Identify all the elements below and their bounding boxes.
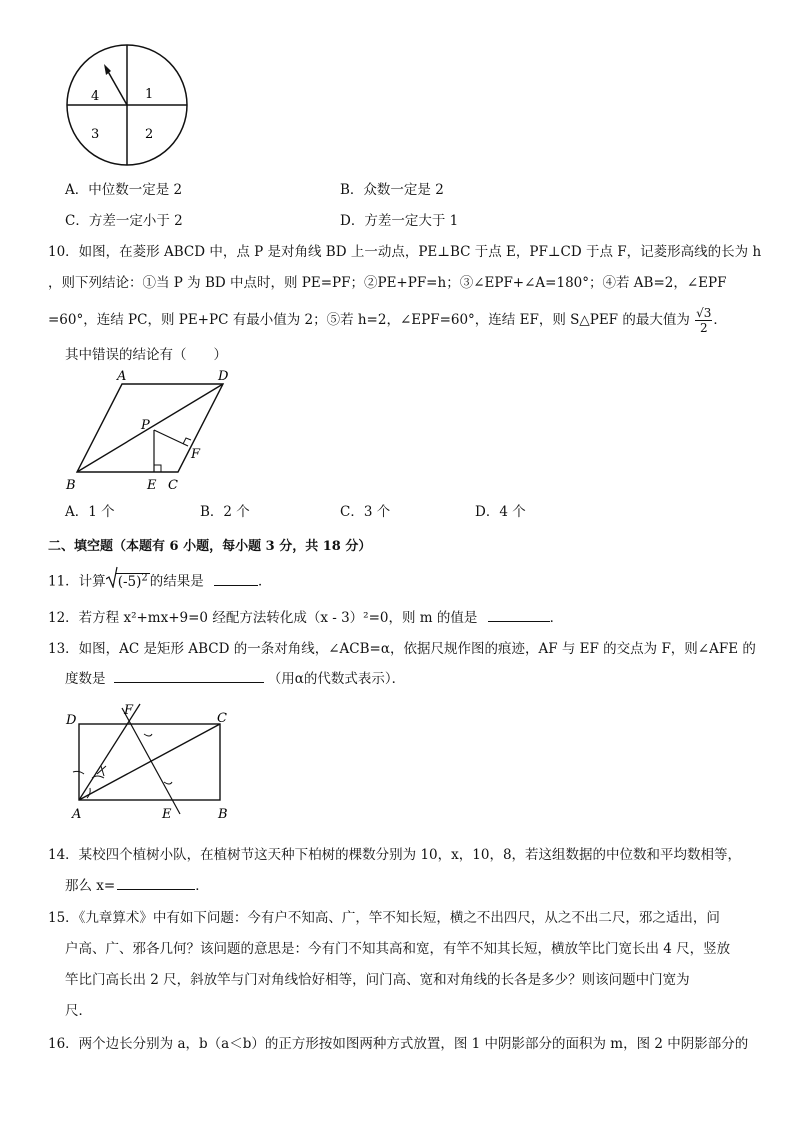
q10-text-line3 — [48, 306, 727, 335]
q15-text-line2: 户高、广、邪各几何？该问题的意思是：今有门不知其高和宽，有竿不知其长短，横放竿比门宽长出 4 尺，竖放 — [65, 941, 731, 957]
q10-option-b[interactable]: B．2 个 — [200, 504, 250, 520]
q10-text-line2: ，则下列结论：①当 P 为 BD 中点时，则 PE=PF；②PE+PF=h；③∠EPF+∠A=180°；④若 AB=2，∠EPF — [48, 275, 727, 291]
q12-text — [48, 609, 563, 627]
label-a: A — [72, 807, 82, 822]
q12-end: ． — [549, 610, 564, 626]
arc-mark-angle — [87, 788, 90, 798]
q10-option-d[interactable]: D．4 个 — [475, 504, 526, 520]
label-a: A — [117, 369, 127, 384]
sector-label-2: 2 — [145, 127, 154, 142]
radical-sign-icon — [106, 566, 118, 588]
q11-suffix: 的结果是 — [149, 573, 204, 590]
label-p: P — [141, 418, 150, 433]
label-f: F — [191, 447, 201, 462]
spinner-figure — [60, 35, 195, 175]
label-e: E — [147, 478, 157, 493]
q9-option-a[interactable]: A．中位数一定是 2 — [65, 182, 183, 198]
rhombus-figure — [60, 368, 240, 496]
q10-fraction-denominator: 2 — [699, 321, 708, 335]
q11-exponent: 2 — [141, 572, 148, 583]
q10-line3-text: =60°，连结 PC，则 PE+PC 有最小值为 2；⑤若 h=2，∠EPF=60°，连结 EF，则 S△PEF 的最大值为 — [48, 312, 690, 328]
q11-radicand: (-5) — [117, 573, 142, 590]
q12-body: 12．若方程 x²+mx+9=0 经配方法转化成（x - 3）²=0，则 m 的值是 — [48, 610, 478, 626]
q14-answer-blank[interactable] — [117, 877, 195, 890]
q13-line2-prefix: 度数是 — [65, 671, 106, 687]
arc-cross-mark — [97, 766, 106, 776]
q13-text-line1: 13．如图，AC 是矩形 ABCD 的一条对角线，∠ACB=α，依据尺规作图的痕迹，AF 与 EF 的交点为 F，则∠AFE 的 — [48, 641, 756, 657]
q10-fraction-numerator: √3 — [696, 306, 712, 320]
sector-label-1: 1 — [145, 87, 154, 102]
q9-option-b[interactable]: B．众数一定是 2 — [340, 182, 444, 198]
line-af — [79, 704, 140, 800]
q10-fraction — [695, 306, 712, 335]
q13-text-line2 — [65, 670, 405, 688]
q10-text-line1: 10．如图，在菱形 ABCD 中，点 P 是对角线 BD 上一动点，PE⊥BC 于点 E，PF⊥CD 于点 F，记菱形高线的长为 h — [48, 244, 762, 260]
diagonal-ac — [79, 724, 220, 800]
section-2-heading: 二、填空题（本题有 6 小题，每小题 3 分，共 18 分） — [48, 539, 372, 554]
q11-end: ． — [258, 573, 272, 590]
label-b: B — [66, 478, 76, 493]
q10-line3-end: ． — [713, 312, 727, 328]
q13-answer-blank[interactable] — [114, 670, 264, 683]
arc-mark-upper — [144, 734, 152, 736]
label-d: D — [218, 369, 229, 384]
q11-radical — [106, 569, 150, 591]
q10-option-a[interactable]: A．1 个 — [65, 504, 115, 520]
sector-label-4: 4 — [91, 89, 100, 104]
q16-text-line1: 16．两个边长分别为 a，b（a＜b）的正方形按如图两种方式放置，图 1 中阴影部分的面积为 m，图 2 中阴影部分的 — [48, 1036, 749, 1052]
label-e: E — [162, 807, 172, 822]
q11-answer-blank[interactable] — [214, 573, 258, 586]
spinner-pointer-arrowhead — [104, 64, 111, 75]
q11-prefix: 11．计算 — [48, 573, 106, 590]
q11-text — [48, 569, 272, 591]
label-c: C — [168, 478, 178, 493]
right-angle-mark-e — [154, 465, 161, 472]
q12-answer-blank[interactable] — [488, 609, 550, 622]
q10-option-c[interactable]: C．3 个 — [340, 504, 391, 520]
q14-line2-prefix: 那么 x= — [65, 878, 116, 894]
q9-option-d[interactable]: D．方差一定大于 1 — [340, 213, 459, 229]
q10-text-line4: 其中错误的结论有（ ） — [65, 347, 227, 363]
q14-text-line1: 14．某校四个植树小队，在植树节这天种下柏树的棵数分别为 10，x，10，8，若这组数据的中位数和平均数相等， — [48, 847, 742, 863]
label-c: C — [217, 711, 227, 726]
q14-end: ． — [195, 878, 209, 894]
q9-option-c[interactable]: C．方差一定小于 2 — [65, 213, 183, 229]
q15-text-line4: 尺． — [65, 1003, 92, 1019]
right-angle-mark-f — [183, 438, 191, 444]
spinner-pointer — [106, 68, 127, 105]
q15-text-line3: 竿比门高长出 2 尺，斜放竿与门对角线恰好相等，问门高、宽和对角线的长各是多少？则该问题中门宽为 — [65, 972, 690, 988]
q14-text-line2 — [65, 877, 209, 895]
label-b: B — [218, 807, 228, 822]
sector-label-3: 3 — [91, 127, 100, 142]
label-d: D — [66, 713, 77, 728]
rectangle-construction-figure — [60, 698, 240, 823]
label-f: F — [124, 703, 134, 718]
q13-line2-suffix: （用α的代数式表示）． — [267, 671, 406, 687]
arc-mark-lower — [164, 782, 172, 784]
q15-text-line1: 15．《九章算术》中有如下问题：今有户不知高、广，竿不知长短，横之不出四尺，从之不出二尺，邪之适出，问 — [48, 910, 720, 926]
